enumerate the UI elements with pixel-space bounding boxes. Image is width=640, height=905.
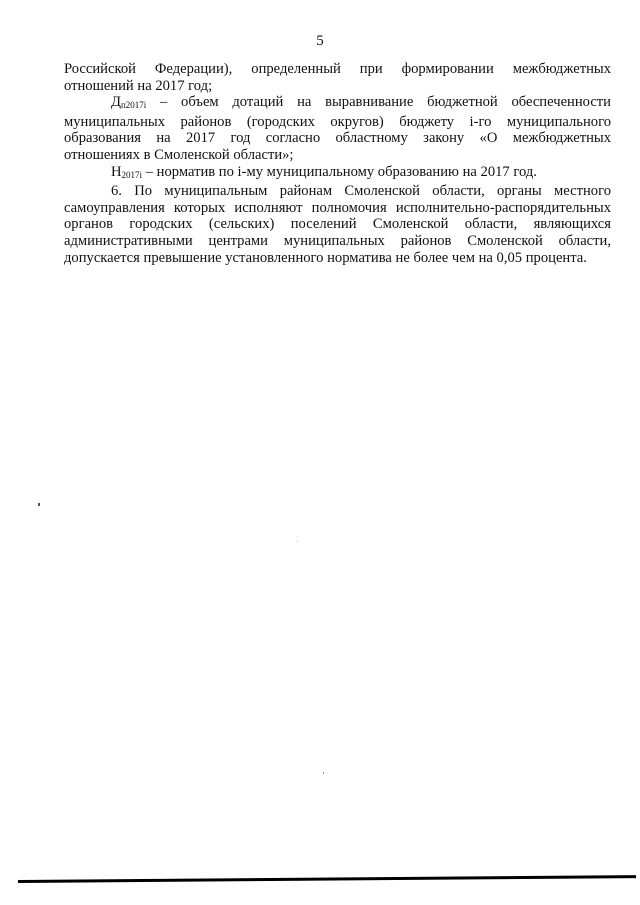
text-fragment: – норматив по i-му муниципальному образованию на 2017 год.	[142, 163, 537, 180]
text-line: образования на 2017 год согласно областному закону «О межбюджетных	[64, 130, 611, 147]
paragraph-item-6	[64, 183, 611, 266]
paragraph-federation	[64, 61, 611, 94]
text-line	[64, 164, 611, 184]
text-line: допускается превышение установленного норматива не более чем на 0,05 процента.	[64, 249, 587, 266]
text-line: Российской Федерации), определенный при формировании межбюджетных	[64, 61, 611, 77]
text-line: отношений на 2017 год;	[64, 77, 213, 94]
formula-symbol-d	[111, 94, 146, 110]
scan-speck	[38, 503, 40, 506]
document-body	[64, 61, 611, 266]
formula-symbol-n	[111, 164, 142, 180]
page-number: 5	[316, 33, 324, 49]
text-line: административными центрами муниципальных районов Смоленской области,	[64, 232, 611, 249]
paragraph-norm-definition	[64, 164, 611, 184]
text-line	[64, 94, 611, 114]
symbol-letter: Д	[111, 94, 121, 111]
text-line: 6. По муниципальным районам Смоленской области, органы местного	[111, 183, 611, 200]
text-line: самоуправления которых исполняют полномочия исполнительно-распорядительных	[64, 199, 611, 216]
text-line: органов городских (сельских) поселений Смоленской области, являющихся	[64, 216, 611, 233]
text-line: отношениях в Смоленской области»;	[64, 146, 294, 163]
text-fragment: – объем дотаций на выравнивание бюджетной обеспеченности	[146, 94, 611, 111]
symbol-subscript: 2017i	[121, 169, 143, 180]
text-line: муниципальных районов (городских округов) бюджету i-го муниципального	[64, 113, 611, 130]
symbol-letter: Н	[111, 163, 122, 180]
scan-speck	[323, 772, 324, 774]
bottom-rule	[18, 875, 636, 883]
paragraph-dotation-definition	[64, 94, 611, 163]
symbol-subscript: п2017i	[120, 100, 147, 111]
scan-speck	[297, 541, 298, 542]
